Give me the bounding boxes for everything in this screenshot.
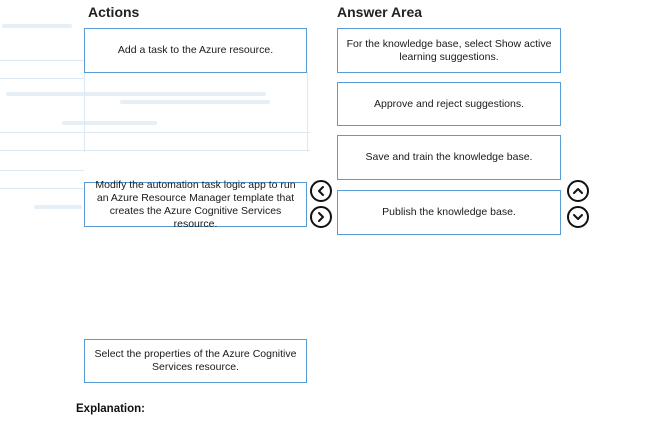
ghost-line-3	[0, 132, 310, 133]
actions-heading: Actions	[88, 4, 140, 20]
ghost-vline-1	[84, 72, 85, 152]
ghost-line-1	[0, 60, 84, 61]
ghost-line-5	[0, 170, 84, 171]
ghost-text-3	[120, 100, 270, 104]
ghost-line-6	[0, 188, 84, 189]
explanation-label: Explanation:	[76, 403, 146, 415]
answer-item-save-train[interactable]: Save and train the knowledge base.	[337, 135, 561, 180]
chevron-right-icon	[315, 211, 327, 223]
ghost-line-2	[0, 78, 84, 79]
chevron-up-icon	[572, 185, 584, 197]
move-up-button[interactable]	[567, 180, 589, 202]
ghost-text-1	[2, 24, 72, 28]
ghost-text-4	[62, 121, 157, 125]
move-right-button[interactable]	[310, 206, 332, 228]
answer-item-publish[interactable]: Publish the knowledge base.	[337, 190, 561, 235]
move-left-button[interactable]	[310, 180, 332, 202]
action-item-add-task[interactable]: Add a task to the Azure resource.	[84, 28, 307, 73]
answer-item-approve-reject[interactable]: Approve and reject suggestions.	[337, 82, 561, 126]
chevron-down-icon	[572, 211, 584, 223]
answer-item-show-suggestions[interactable]: For the knowledge base, select Show active learning suggestions.	[337, 28, 561, 73]
ghost-text-2	[6, 92, 266, 96]
ghost-line-4	[0, 150, 310, 151]
action-item-select-properties[interactable]: Select the properties of the Azure Cognitive Services resource.	[84, 339, 307, 383]
chevron-left-icon	[315, 185, 327, 197]
answer-area-heading: Answer Area	[337, 4, 423, 20]
move-down-button[interactable]	[567, 206, 589, 228]
ghost-text-5	[34, 205, 82, 209]
action-item-modify-logic-app[interactable]: Modify the automation task logic app to run an Azure Resource Manager template that creates the Azure Cognitive Services resource.	[84, 182, 307, 227]
ghost-vline-2	[307, 72, 308, 152]
